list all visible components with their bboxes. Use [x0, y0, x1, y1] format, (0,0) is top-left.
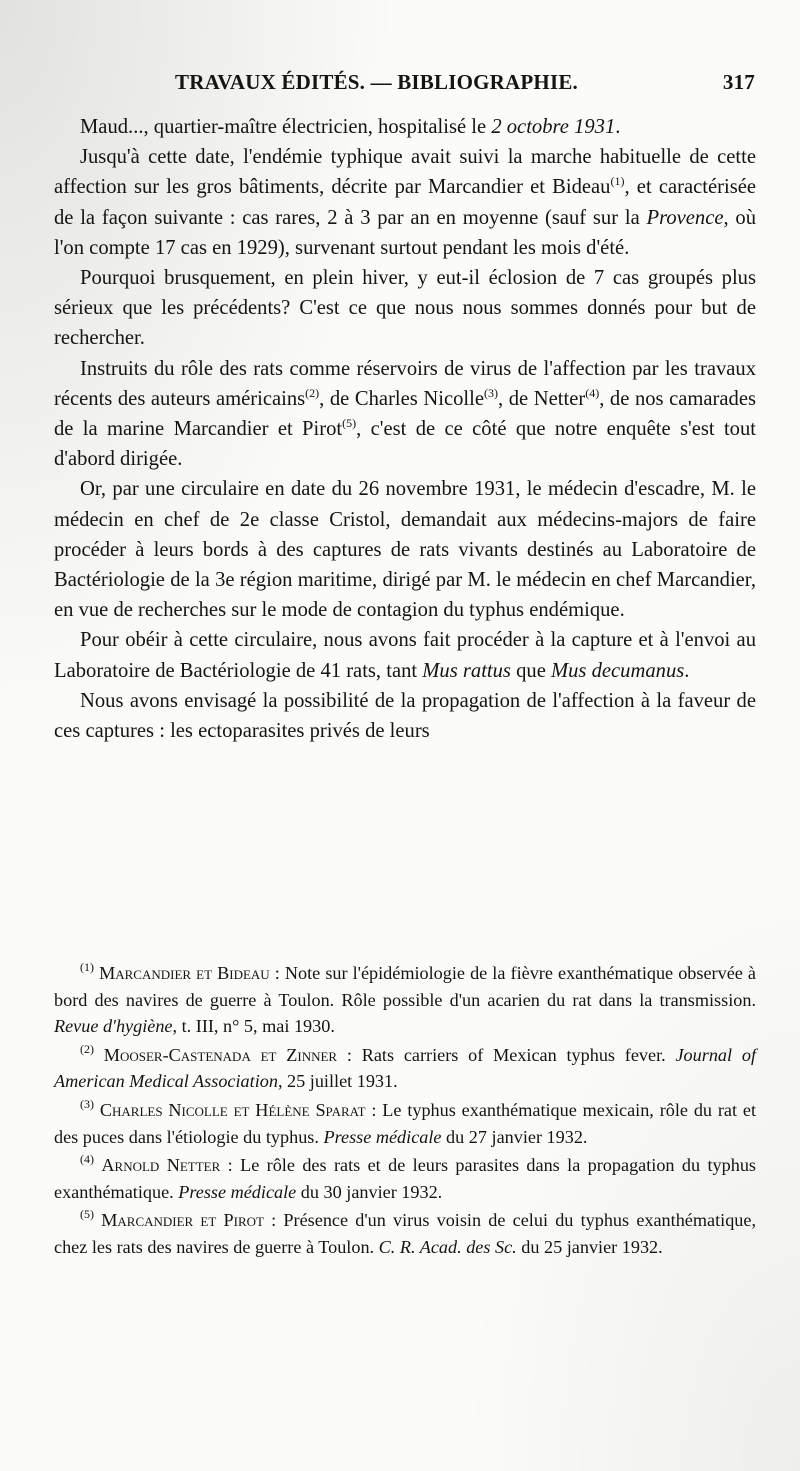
footnote-journal: Presse médicale [178, 1181, 297, 1202]
footnote-authors: Marcandier et Pirot [101, 1210, 264, 1231]
paragraph-2-a: Jusqu'à cette date, l'endémie typhique avait suivi la marche habituelle de cette affection sur les gros bâtiments, décrite par Marcandier et Bideau [54, 146, 756, 199]
page-number: 317 [722, 70, 755, 94]
footnote-mark: (3) [80, 1096, 94, 1111]
paragraph-1-end: . [615, 116, 621, 138]
species-mus-rattus: Mus rattus [422, 659, 511, 682]
paragraph-2 [54, 142, 756, 263]
paragraph-1-text: Maud..., quartier-maître électricien, hospitalisé le [80, 116, 492, 138]
paragraph-3: Pourquoi brusquement, en plein hiver, y eut-il éclosion de 7 cas groupés plus sérieux que les précédents? C'est ce que nous nous sommes donnés pour but de rechercher. [54, 267, 756, 350]
footnote-mark: (1) [80, 960, 94, 974]
footnote-authors: Arnold Netter [101, 1155, 221, 1176]
paragraph-6 [54, 625, 756, 685]
footnote-text: : Le rôle des rats et de leurs parasites dans la propagation du typhus exanthématique. [54, 1155, 756, 1202]
footnote-ref-4: (4) [585, 385, 600, 400]
paragraph-4-d: , de nos camarades de la marine Marcandier et Pirot [54, 387, 757, 441]
paragraph-1 [54, 112, 756, 142]
paragraph-2-c: , où l'on compte 17 cas en 1929), survenant surtout pendant les mois d'été. [54, 206, 757, 259]
footnote-mark: (2) [80, 1041, 94, 1056]
footnote-2 [54, 1042, 756, 1095]
paragraph-1-date: 2 octobre 1931 [491, 116, 616, 138]
footnote-mark: (5) [80, 1207, 94, 1222]
footnote-tail: du 30 janvier 1932. [296, 1181, 443, 1202]
paragraph-2-b: , et caractérisée de la façon suivante : cas rares, 2 à 3 par an en moyenne (sauf sur la [54, 176, 756, 229]
paragraph-4 [54, 354, 756, 475]
paragraph-5: Or, par une circulaire en date du 26 novembre 1931, le médecin d'escadre, M. le médecin en chef de 2e classe Cristol, demandait aux médecins-majors de faire procéder à leurs bords à des captures de rats vivants destinés au Laboratoire de Bactériologie de la 3e région maritime, dirigé par M. le médecin en chef Marcandier, en vue de recherches sur le mode de contagion du typhus endémique. [54, 478, 756, 622]
ship-name-provence: Provence [646, 206, 724, 229]
footnote-tail: , 25 juillet 1931. [277, 1071, 398, 1092]
main-text [54, 112, 756, 746]
footnote-tail: , t. III, n° 5, mai 1930. [172, 1016, 335, 1037]
paragraph-4-e: , c'est de ce côté que notre enquête s'est tout d'abord dirigée. [54, 418, 756, 471]
footnote-mark: (4) [80, 1152, 94, 1167]
paragraph-4-b: , de Charles Nicolle [319, 387, 484, 410]
footnote-journal: Presse médicale [323, 1126, 442, 1147]
footnotes [54, 958, 756, 1261]
paragraph-6-b: que [510, 659, 551, 682]
footnote-ref-5: (5) [342, 416, 357, 431]
footnote-ref-3: (3) [484, 385, 498, 400]
footnote-journal: C. R. Acad. des Sc. [378, 1236, 517, 1257]
footnote-ref-2: (2) [305, 385, 320, 400]
paragraph-4-c: , de Netter [498, 387, 586, 410]
footnote-1 [54, 960, 756, 1040]
footnote-authors: Charles Nicolle et Hélène Sparat [99, 1099, 366, 1120]
footnote-journal: Revue d'hygiène [54, 1016, 173, 1037]
footnote-text: : Note sur l'épidémiologie de la fièvre exanthématique observée à bord des navires de guerre à Toulon. Rôle possible d'un acarien du rat dans la transmission. [54, 963, 756, 1010]
footnote-tail: du 27 janvier 1932. [441, 1126, 588, 1147]
species-mus-decumanus: Mus decumanus [550, 659, 685, 682]
running-header [55, 70, 755, 106]
paragraph-6-c: . [684, 659, 690, 682]
paragraph-4-a: Instruits du rôle des rats comme réservoirs de virus de l'affection par les travaux récents des auteurs américains [54, 357, 756, 410]
footnote-authors: Marcandier et Bideau [99, 963, 270, 983]
footnote-ref-1: (1) [610, 174, 625, 189]
footnote-text: : Le typhus exanthématique mexicain, rôle du rat et des puces dans l'étiologie du typhus. [54, 1099, 757, 1147]
footnote-text: : Présence d'un virus voisin de celui du typhus exanthématique, chez les rats des navires de guerre à Toulon. [54, 1210, 756, 1257]
footnote-4 [54, 1152, 756, 1205]
footnote-journal: Journal of American Medical Association [54, 1044, 756, 1092]
paragraph-7: Nous avons envisagé la possibilité de la propagation de l'affection à la faveur de ces captures : les ectoparasites privés de leurs [54, 689, 756, 743]
footnote-text: : Rats carriers of Mexican typhus fever. [337, 1044, 676, 1065]
paragraph-6-a: Pour obéir à cette circulaire, nous avons fait procéder à la capture et à l'envoi au Laboratoire de Bactériologie de 41 rats, tant [54, 629, 756, 682]
footnote-3 [54, 1097, 756, 1150]
footnote-5 [54, 1207, 756, 1260]
footnote-authors: Mooser-Castenada et Zinner [103, 1044, 338, 1065]
header-title: TRAVAUX ÉDITÉS. — BIBLIOGRAPHIE. [175, 70, 578, 94]
footnote-tail: du 25 janvier 1932. [516, 1236, 663, 1257]
